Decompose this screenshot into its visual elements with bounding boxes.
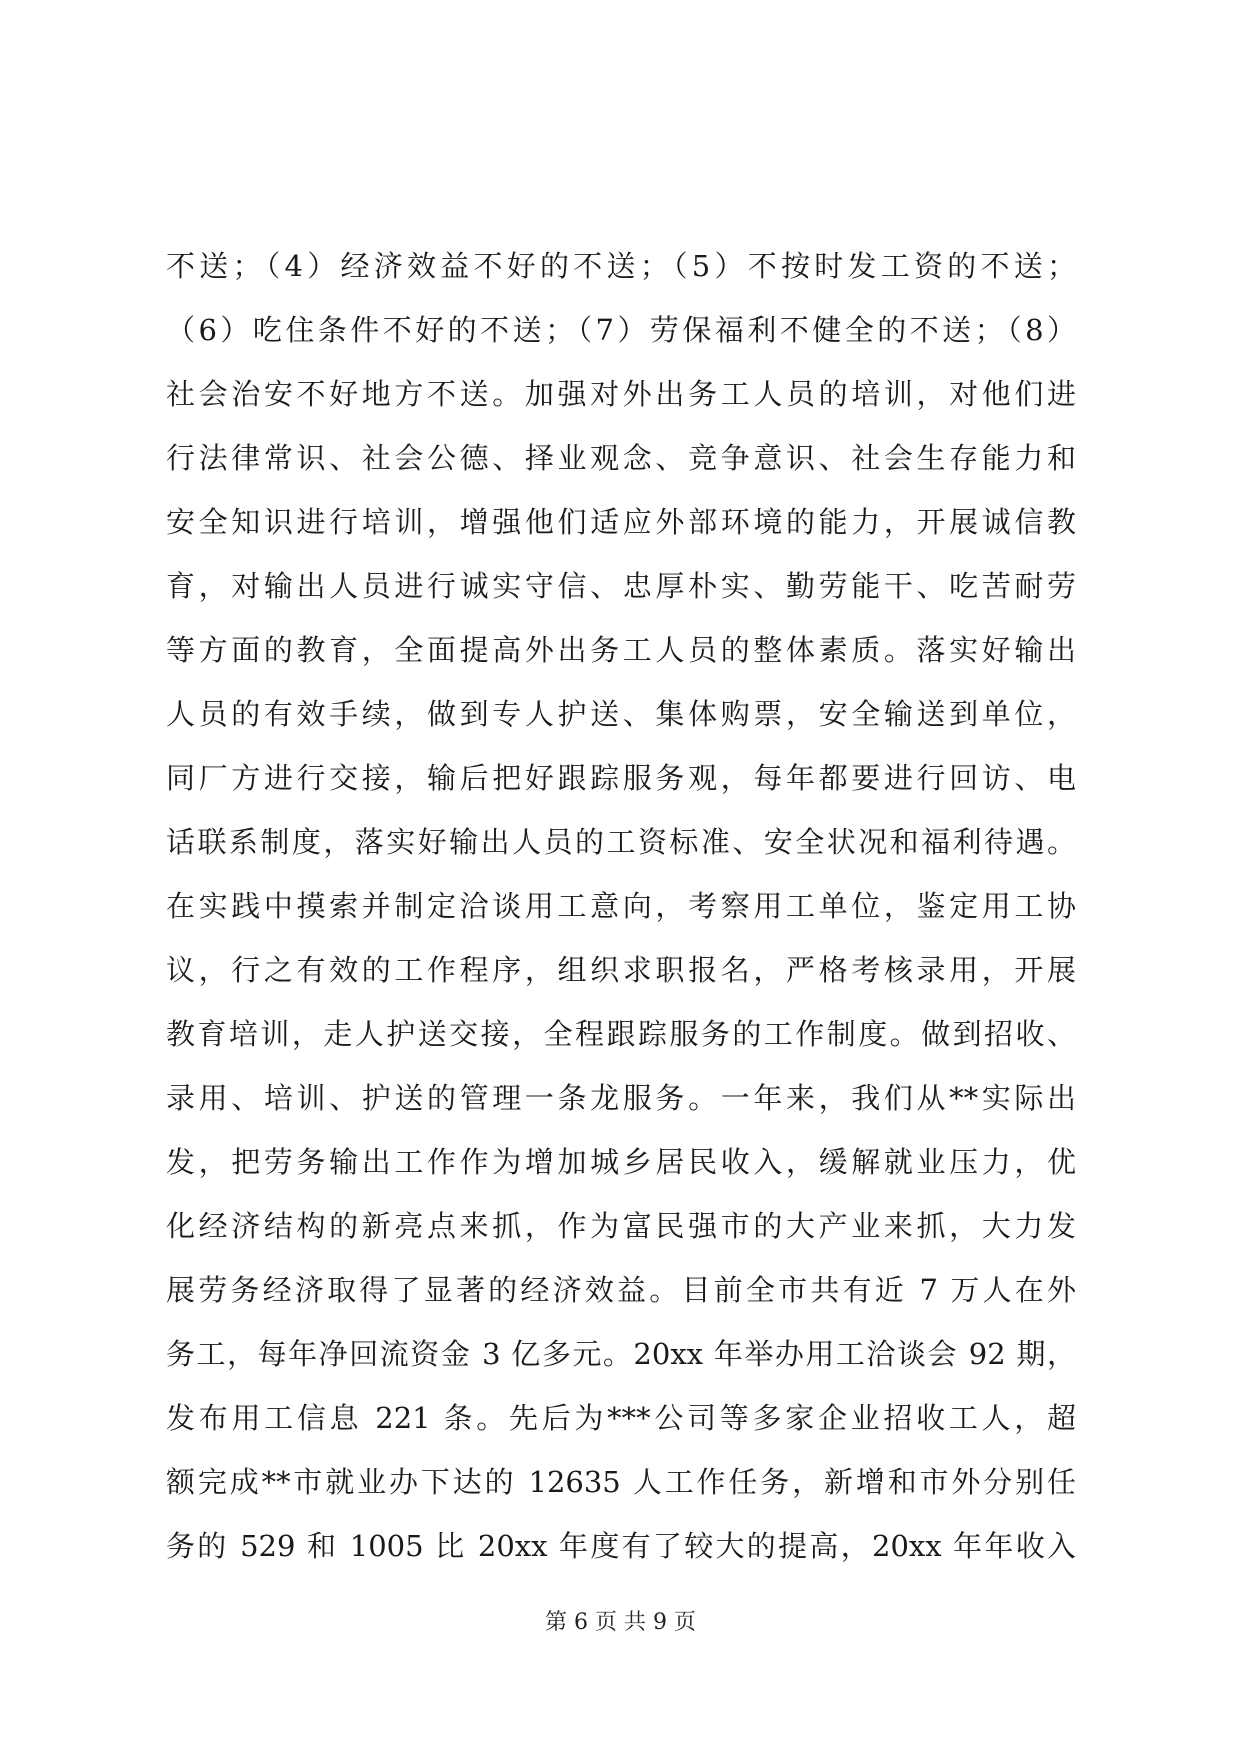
text-line: 在实践中摸索并制定洽谈用工意向，考察用工单位，鉴定用工协: [166, 889, 1076, 923]
text-line: 教育培训，走人护送交接，全程跟踪服务的工作制度。做到招收、: [166, 1017, 1076, 1051]
text-line: 录用、培训、护送的管理一条龙服务。一年来，我们从**实际出: [166, 1081, 1076, 1115]
text-line: （6）吃住条件不好的不送；（7）劳保福利不健全的不送；（8）: [166, 313, 1076, 347]
text-line: 务的 529 和 1005 比 20xx 年度有了较大的提高，20xx 年年收入: [166, 1529, 1076, 1563]
text-line: 务工，每年净回流资金 3 亿多元。20xx 年举办用工洽谈会 92 期，: [166, 1337, 1076, 1371]
text-line: 社会治安不好地方不送。加强对外出务工人员的培训，对他们进: [166, 377, 1076, 411]
page-footer: [0, 1608, 1241, 1638]
text-line: 额完成**市就业办下达的 12635 人工作任务，新增和市外分别任: [166, 1465, 1076, 1499]
text-line: 话联系制度，落实好输出人员的工资标准、安全状况和福利待遇。: [166, 825, 1076, 859]
body-text: [166, 234, 1076, 1578]
text-line: 人员的有效手续，做到专人护送、集体购票，安全输送到单位，: [166, 697, 1076, 731]
text-line: 行法律常识、社会公德、择业观念、竞争意识、社会生存能力和: [166, 441, 1076, 475]
page-number: 第 6 页 共 9 页: [545, 1610, 696, 1635]
text-line: 展劳务经济取得了显著的经济效益。目前全市共有近 7 万人在外: [166, 1273, 1076, 1307]
text-line: 不送；（4）经济效益不好的不送；（5）不按时发工资的不送；: [166, 249, 1076, 283]
text-line: 议，行之有效的工作程序，组织求职报名，严格考核录用，开展: [166, 953, 1076, 987]
text-line: 同厂方进行交接，输后把好跟踪服务观，每年都要进行回访、电: [166, 761, 1076, 795]
text-line: 育，对输出人员进行诚实守信、忠厚朴实、勤劳能干、吃苦耐劳: [166, 569, 1076, 603]
text-line: 安全知识进行培训，增强他们适应外部环境的能力，开展诚信教: [166, 505, 1076, 539]
text-line: 发布用工信息 221 条。先后为***公司等多家企业招收工人，超: [166, 1401, 1076, 1435]
text-line: 化经济结构的新亮点来抓，作为富民强市的大产业来抓，大力发: [166, 1209, 1076, 1243]
text-line: 发，把劳务输出工作作为增加城乡居民收入，缓解就业压力，优: [166, 1145, 1076, 1179]
text-line: 等方面的教育，全面提高外出务工人员的整体素质。落实好输出: [166, 633, 1076, 667]
